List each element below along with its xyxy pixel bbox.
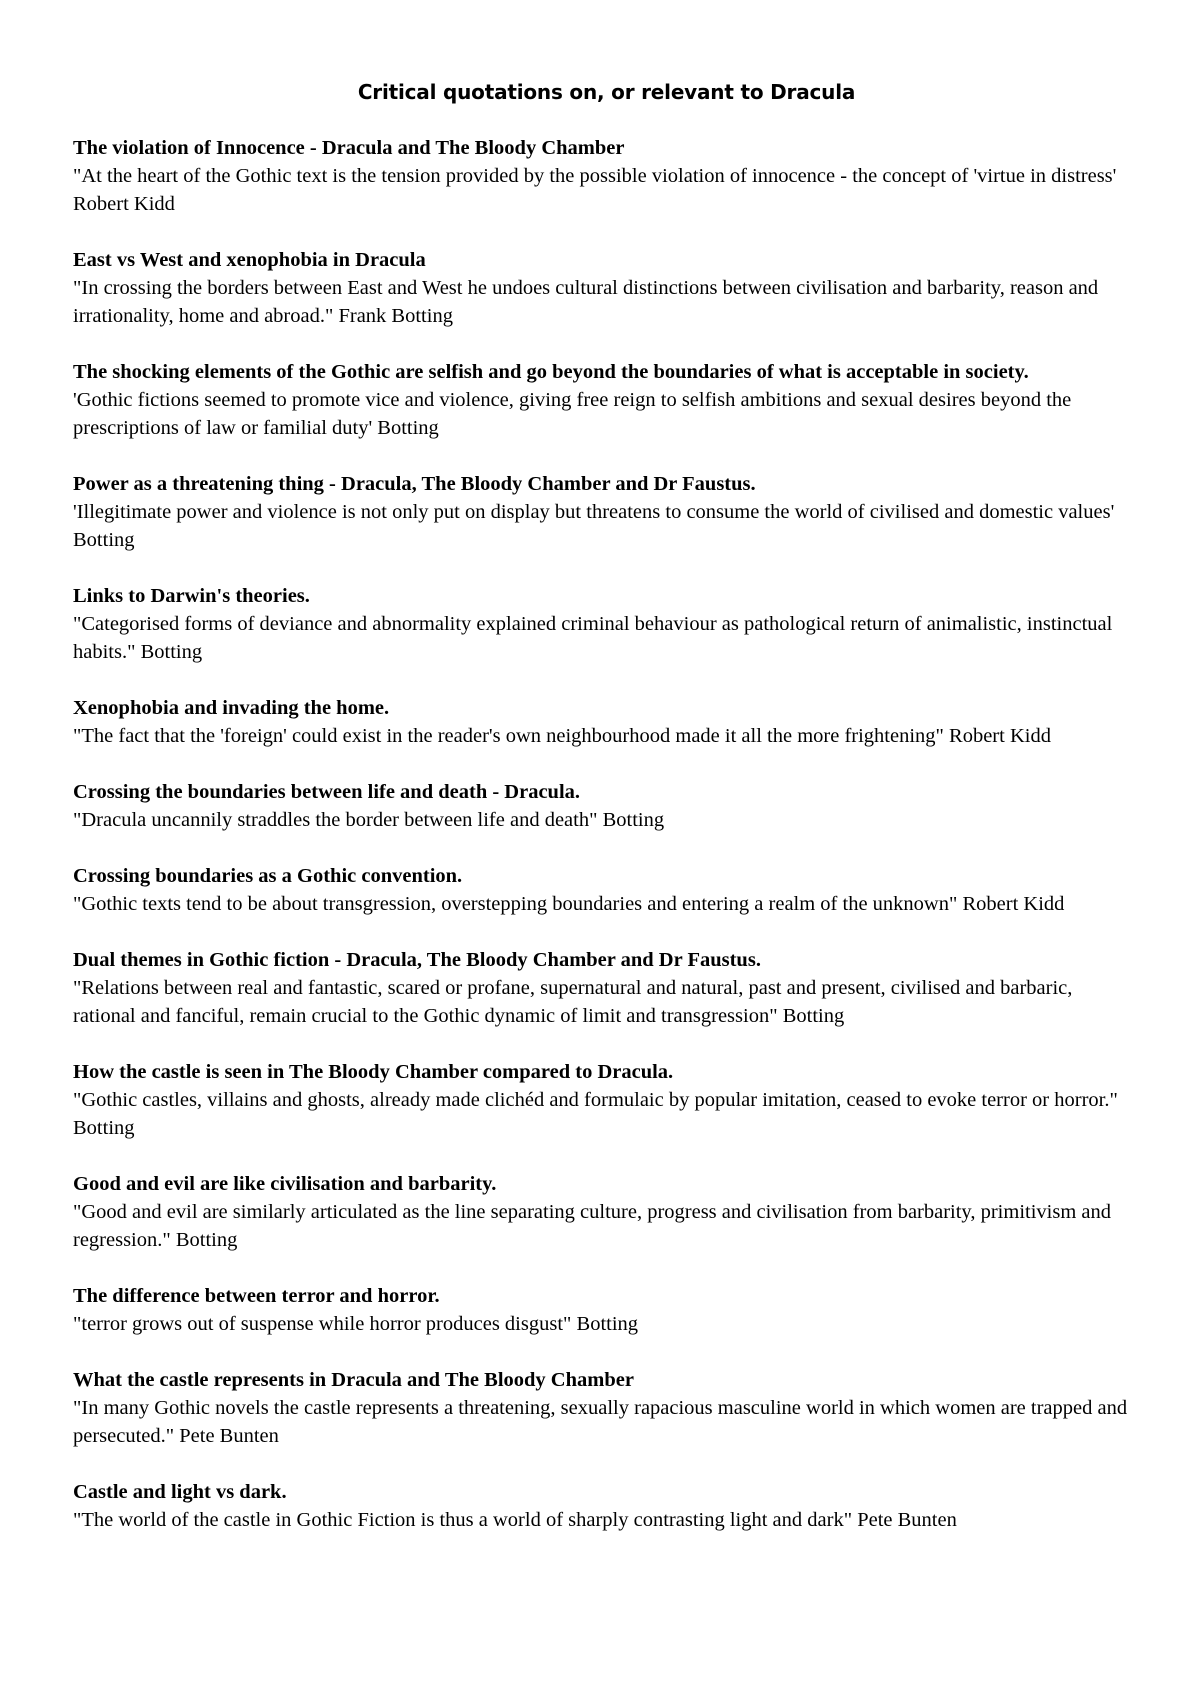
entry-heading: The shocking elements of the Gothic are selfish and go beyond the boundaries of what is acceptable in society. bbox=[73, 361, 1029, 383]
quotation-entry bbox=[73, 1366, 1140, 1450]
entry-quote: "Gothic castles, villains and ghosts, already made clichéd and formulaic by popular imitation, ceased to evoke terror or horror." Botting bbox=[73, 1089, 1118, 1139]
quotation-entry bbox=[73, 1478, 1140, 1534]
quotation-list bbox=[73, 134, 1140, 1534]
entry-heading: Crossing boundaries as a Gothic convention. bbox=[73, 865, 463, 887]
entry-quote: "The world of the castle in Gothic Fiction is thus a world of sharply contrasting light and dark" Pete Bunten bbox=[73, 1509, 957, 1531]
entry-quote: "Categorised forms of deviance and abnormality explained criminal behaviour as pathological return of animalistic, instinctual habits." Botting bbox=[73, 613, 1113, 663]
quotation-entry bbox=[73, 134, 1140, 218]
quotation-entry bbox=[73, 862, 1140, 918]
entry-heading: East vs West and xenophobia in Dracula bbox=[73, 249, 426, 271]
entry-heading: How the castle is seen in The Bloody Chamber compared to Dracula. bbox=[73, 1061, 674, 1083]
entry-quote: "At the heart of the Gothic text is the tension provided by the possible violation of innocence - the concept of 'virtue in distress' Robert Kidd bbox=[73, 165, 1117, 215]
entry-heading: Dual themes in Gothic fiction - Dracula, The Bloody Chamber and Dr Faustus. bbox=[73, 949, 761, 971]
entry-heading: Good and evil are like civilisation and barbarity. bbox=[73, 1173, 497, 1195]
quotation-entry bbox=[73, 1058, 1140, 1142]
entry-quote: "Good and evil are similarly articulated as the line separating culture, progress and civilisation from barbarity, primitivism and regression." Botting bbox=[73, 1201, 1112, 1251]
entry-heading: The difference between terror and horror. bbox=[73, 1285, 440, 1307]
quotation-entry bbox=[73, 470, 1140, 554]
quotation-entry bbox=[73, 778, 1140, 834]
entry-heading: Castle and light vs dark. bbox=[73, 1481, 287, 1503]
entry-quote: "Dracula uncannily straddles the border between life and death" Botting bbox=[73, 809, 665, 831]
quotation-entry bbox=[73, 582, 1140, 666]
entry-quote: "Relations between real and fantastic, scared or profane, supernatural and natural, past and present, civilised and barbaric, rational and fanciful, remain crucial to the Gothic dynamic of limit and transgression" Botting bbox=[73, 977, 1073, 1027]
entry-quote: 'Illegitimate power and violence is not only put on display but threatens to consume the world of civilised and domestic values' Botting bbox=[73, 501, 1115, 551]
entry-heading: The violation of Innocence - Dracula and The Bloody Chamber bbox=[73, 137, 625, 159]
entry-quote: "In many Gothic novels the castle represents a threatening, sexually rapacious masculine world in which women are trapped and persecuted." Pete Bunten bbox=[73, 1397, 1128, 1447]
entry-heading: Power as a threatening thing - Dracula, The Bloody Chamber and Dr Faustus. bbox=[73, 473, 756, 495]
quotation-entry bbox=[73, 1170, 1140, 1254]
entry-heading: What the castle represents in Dracula and The Bloody Chamber bbox=[73, 1369, 634, 1391]
entry-quote: "Gothic texts tend to be about transgression, overstepping boundaries and entering a realm of the unknown" Robert Kidd bbox=[73, 893, 1065, 915]
quotation-entry bbox=[73, 946, 1140, 1030]
entry-quote: "terror grows out of suspense while horror produces disgust" Botting bbox=[73, 1313, 639, 1335]
quotation-entry bbox=[73, 246, 1140, 330]
entry-heading: Xenophobia and invading the home. bbox=[73, 697, 390, 719]
entry-quote: 'Gothic fictions seemed to promote vice and violence, giving free reign to selfish ambitions and sexual desires beyond the prescriptions of law or familial duty' Botting bbox=[73, 389, 1072, 439]
entry-heading: Crossing the boundaries between life and death - Dracula. bbox=[73, 781, 581, 803]
entry-quote: "In crossing the borders between East and West he undoes cultural distinctions between civilisation and barbarity, reason and irrationality, home and abroad." Frank Botting bbox=[73, 277, 1099, 327]
document-title: Critical quotations on, or relevant to Dracula bbox=[357, 80, 856, 104]
entry-heading: Links to Darwin's theories. bbox=[73, 585, 310, 607]
quotation-entry bbox=[73, 358, 1140, 442]
quotation-entry bbox=[73, 694, 1140, 750]
quotation-entry bbox=[73, 1282, 1140, 1338]
entry-quote: "The fact that the 'foreign' could exist in the reader's own neighbourhood made it all the more frightening" Robert Kidd bbox=[73, 725, 1051, 747]
